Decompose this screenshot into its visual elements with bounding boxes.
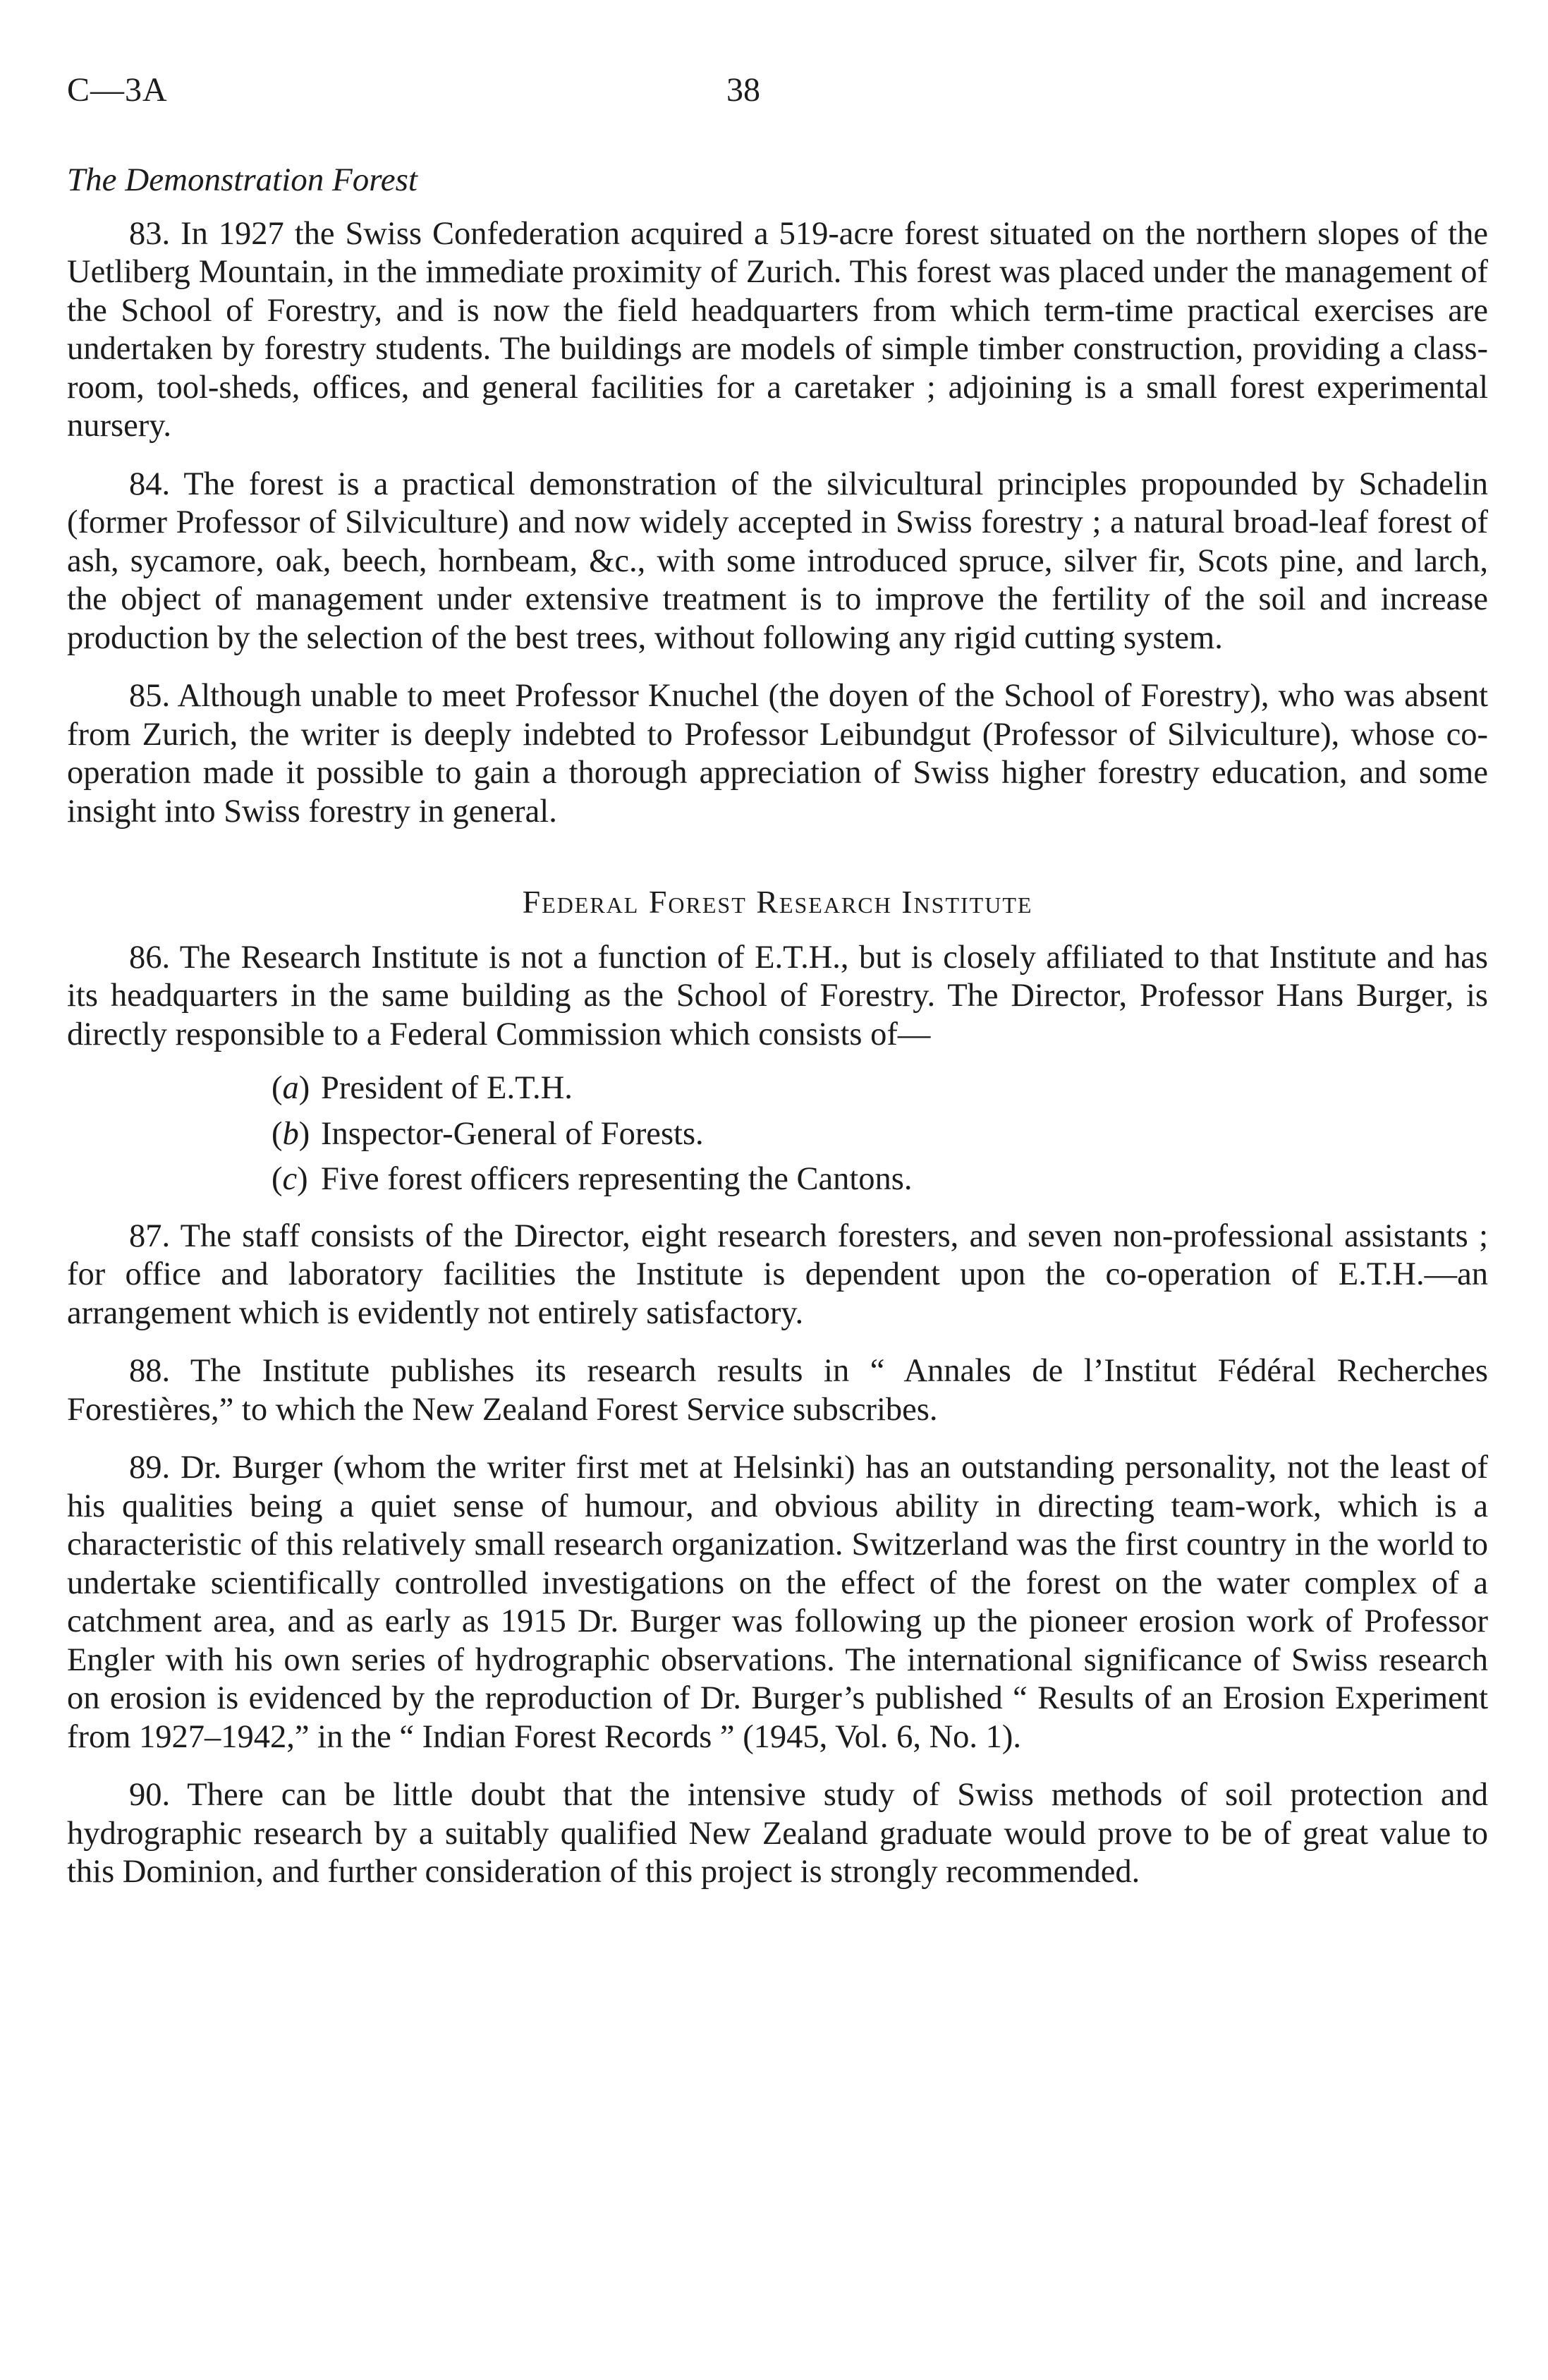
paragraph-87: 87. The staff consists of the Director, eight research foresters, and seven non-professional assistants ; for office and laboratory facilities the Institute is dependent upon the co-operation of E.T.H.—an arrangement which is evidently not entirely satisfactory. — [67, 1218, 1488, 1331]
paragraph-85: 85. Although unable to meet Professor Knuchel (the doyen of the School of Forestry), who was absent from Zurich, the writer is deeply indebted to Professor Leibundgut (Professor of Silviculture), whose co-operation made it possible to gain a thorough appreciation of Swiss higher forestry education, and some insight into Swiss forestry in general. — [67, 678, 1488, 830]
list-item-text: President of E.T.H. — [321, 1070, 573, 1106]
list-marker: (a) — [272, 1070, 310, 1106]
section-heading-research-institute: Federal Forest Research Institute — [522, 884, 1033, 920]
paragraph-83: 83. In 1927 the Swiss Confederation acquired a 519-acre forest situated on the northern slopes of the Uetliberg Mountain, in the immediate proximity of Zurich. This forest was placed under the management of the School of Forestry, and is now the field headquarters from which term-time practical exercises are undertaken by forestry students. The buildings are models of simple timber construction, providing a class-room, tool-sheds, offices, and general facilities for a caretaker ; adjoining is a small forest experimental nursery. — [67, 215, 1488, 444]
paragraph-84: 84. The forest is a practical demonstration of the silvicultural principles propounded by Schadelin (former Professor of Silviculture) and now widely accepted in Swiss forestry ; a natural broad-leaf forest of ash, sycamore, oak, beech, hornbeam, &c., with some introduced spruce, silver fir, Scots pine, and larch, the object of management under extensive treatment is to improve the fertility of the soil and increase production by the selection of the best trees, without following any rigid cutting system. — [67, 466, 1488, 656]
list-item-text: Inspector-General of Forests. — [321, 1115, 704, 1152]
list-item — [272, 1069, 1488, 1108]
document-code: C—3A — [67, 71, 168, 109]
section-heading-demonstration-forest: The Demonstration Forest — [67, 162, 418, 198]
list-marker: (b) — [272, 1115, 310, 1152]
page-number: 38 — [726, 71, 760, 109]
paragraph-86: 86. The Research Institute is not a function of E.T.H., but is closely affiliated to that Institute and has its headquarters in the same building as the School of Forestry. The Director, Professor Hans Burger, is directly responsible to a Federal Commission which consists of— — [67, 939, 1488, 1052]
body-text — [67, 161, 1488, 1912]
list-item-text: Five forest officers representing the Cantons. — [321, 1161, 913, 1197]
list-marker: (c) — [272, 1161, 308, 1197]
list-item — [272, 1160, 1488, 1199]
list-item — [272, 1115, 1488, 1154]
paragraph-90: 90. There can be little doubt that the intensive study of Swiss methods of soil protection and hydrographic research by a suitably qualified New Zealand graduate would prove to be of great value to this Dominion, and further consideration of this project is strongly recommended. — [67, 1777, 1488, 1890]
page-header — [67, 71, 1488, 120]
paragraph-88: 88. The Institute publishes its research results in “ Annales de l’Institut Fédéral Recherches Forestières,” to which the New Zealand Forest Service subscribes. — [67, 1353, 1488, 1428]
document-page — [67, 0, 1488, 2380]
paragraph-89: 89. Dr. Burger (whom the writer first met at Helsinki) has an outstanding personality, not the least of his qualities being a quiet sense of humour, and obvious ability in directing team-work, which is a characteristic of this relatively small research organization. Switzerland was the first country in the world to undertake scientifically controlled investigations on the effect of the forest on the water complex of a catchment area, and as early as 1915 Dr. Burger was following up the pioneer erosion work of Professor Engler with his own series of hydrographic observations. The international significance of Swiss research on erosion is evidenced by the reproduction of Dr. Burger’s published “ Results of an Erosion Experiment from 1927–1942,” in the “ Indian Forest Records ” (1945, Vol. 6, No. 1). — [67, 1450, 1488, 1755]
